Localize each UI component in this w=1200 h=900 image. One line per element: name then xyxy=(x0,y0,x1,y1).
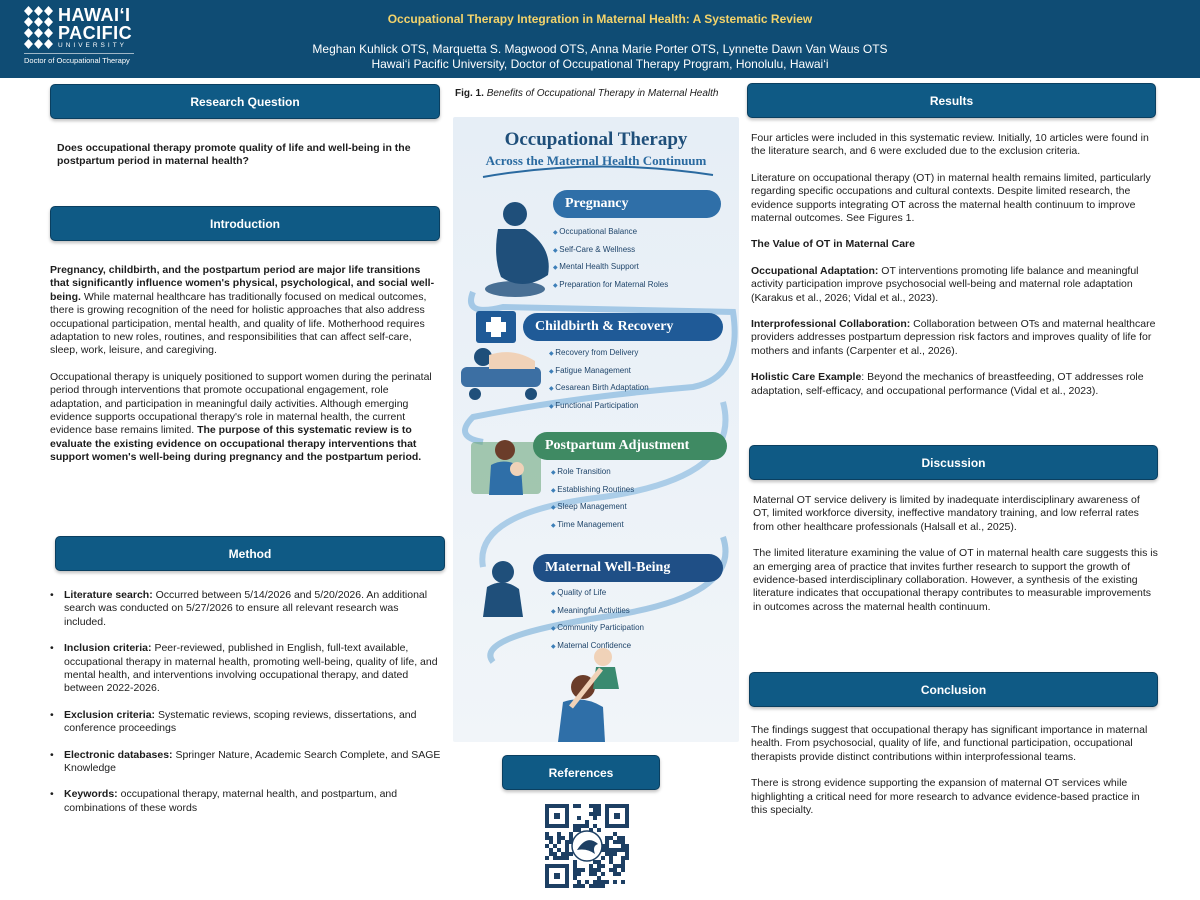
figure-ot-continuum xyxy=(453,117,739,742)
results-item-text: Collaboration between OTs and maternal healthcare providers addresses postpartum depression risk factors and improves quality of life for mothers and infants (Carpenter et al., 2026). xyxy=(751,318,1156,357)
stage-item: ◆ Maternal Confidence xyxy=(551,638,644,656)
results-paragraph-2: Literature on occupational therapy (OT) in maternal health remains limited, particularly regarding specific occupations and cultural contexts. Despite limited research, the evidence supports integrating OT across the maternal health continuum to improve maternal outcomes. See Figures 1. xyxy=(751,171,1151,225)
logo-line-3: UNIVERSITY xyxy=(58,42,128,50)
figure-caption-text: Benefits of Occupational Therapy in Maternal Health xyxy=(486,88,719,99)
method-item-label: Electronic databases: xyxy=(64,748,173,761)
discussion-body xyxy=(753,494,1158,627)
method-item-text: occupational therapy, maternal health, and postpartum, and combinations of these words xyxy=(64,788,398,814)
stage-item: ◆ Preparation for Maternal Roles xyxy=(553,277,668,295)
method-item-label: Literature search: xyxy=(64,589,153,601)
logo-program: Doctor of Occupational Therapy xyxy=(24,53,134,65)
conclusion-header: Conclusion xyxy=(749,672,1158,707)
results-subheading: The Value of OT in Maternal Care xyxy=(751,238,915,251)
method-body xyxy=(50,589,442,828)
method-item-text: Occurred between 5/14/2026 and 5/20/2026. An additional search was conducted on 5/27/2026 to ensure all relevant research was included. xyxy=(64,589,428,628)
results-item-label: Interprofessional Collaboration: xyxy=(751,318,911,331)
results-header: Results xyxy=(747,83,1156,118)
logo-line-1: HAWAI‘I xyxy=(58,5,131,26)
stage-item: ◆ Meaningful Activities xyxy=(551,603,644,621)
stage-item: ◆ Functional Participation xyxy=(549,398,649,416)
stage-wellbeing-label: Maternal Well-Being xyxy=(533,554,723,582)
author-list: Meghan Kuhlick OTS, Marquetta S. Magwood OTS, Anna Marie Porter OTS, Lynnette Dawn Van Waus OTS xyxy=(312,42,888,56)
stage-item: ◆ Role Transition xyxy=(551,464,634,482)
affiliation: Hawai‘i Pacific University, Doctor of Occupational Therapy Program, Honolulu, Hawai‘i xyxy=(371,57,829,71)
results-item-label: Holistic Care Example xyxy=(751,371,862,384)
stage-item: ◆ Quality of Life xyxy=(551,585,644,603)
stage-item: ◆ Establishing Routines xyxy=(551,482,634,500)
figure-title: Occupational Therapy xyxy=(504,129,688,150)
stage-childbirth-label: Childbirth & Recovery xyxy=(523,313,723,341)
stage-wellbeing-items xyxy=(551,585,644,655)
discussion-paragraph-1: Maternal OT service delivery is limited by inadequate interdisciplinary awareness of OT, limited workforce diversity, ineffective mandatory training, and low referral rates from other healthcare professionals (Halsall et al., 2025). xyxy=(753,494,1140,533)
method-item xyxy=(50,642,442,696)
research-question-header: Research Question xyxy=(50,84,440,119)
figure-subtitle: Across the Maternal Health Continuum xyxy=(485,153,707,168)
intro-p1-text: While maternal healthcare has traditionally focused on medical outcomes, there is growing recognition of the need for holistic approaches that also address occupational participation, mental health, and quality of life. Motherhood requires adaptation to new roles, routines, and responsibilities that can affect self-care, sleep, work, leisure, and caregiving. xyxy=(50,290,427,357)
results-item xyxy=(751,318,1156,358)
stage-item: ◆ Time Management xyxy=(551,517,634,535)
poster-authors xyxy=(0,42,1200,72)
introduction-header: Introduction xyxy=(50,206,440,241)
method-item-text: Systematic reviews, scoping reviews, dissertations, and conference proceedings xyxy=(64,708,417,735)
results-item-text: : Beyond the mechanics of breastfeeding, OT addresses role adaptation, self-efficacy, and occupational performance (Vidal et al., 2023). xyxy=(751,371,1144,397)
results-paragraph-1: Four articles were included in this systematic review. Initially, 10 articles were found in the literature search, and 6 were excluded due to the exclusion criteria. xyxy=(751,132,1149,158)
conclusion-body xyxy=(751,724,1156,830)
stage-item: ◆ Fatigue Management xyxy=(549,363,649,381)
method-item-text: Springer Nature, Academic Search Complete, and SAGE Knowledge xyxy=(64,748,441,775)
stage-postpartum-label: Postpartum Adjustment xyxy=(533,432,727,460)
stage-item: ◆ Cesarean Birth Adaptation xyxy=(549,380,649,398)
stage-pregnancy-label: Pregnancy xyxy=(553,190,721,218)
stage-item: ◆ Self-Care & Wellness xyxy=(553,242,668,260)
results-item xyxy=(751,371,1156,398)
introduction-body xyxy=(50,264,440,478)
poster-header xyxy=(0,0,1200,78)
stage-item: ◆ Recovery from Delivery xyxy=(549,345,649,363)
method-item xyxy=(50,709,442,736)
stage-postpartum-items xyxy=(551,464,634,534)
figure-label: Fig. 1 xyxy=(455,88,482,99)
hospital-icon xyxy=(476,311,516,343)
results-items xyxy=(751,265,1156,398)
method-header: Method xyxy=(55,536,445,571)
method-item-text: Peer-reviewed, published in English, full-text available, occupational therapy in maternal health, promoting well-being, quality of life, and mental health, and interventions involving occupational therapy, and dated between 2022-2026. xyxy=(64,642,438,695)
intro-paragraph-1 xyxy=(50,264,440,358)
method-item xyxy=(50,589,442,629)
results-item-text: OT interventions promoting life balance and meaningful activity participation improve psychosocial well-being and maternal role adaptation (Karakus et al., 2026; Vidal et al., 2023). xyxy=(751,264,1139,304)
references-qr-code[interactable] xyxy=(545,804,629,888)
intro-p2-bold: The purpose of this systematic review is to evaluate the existing evidence on occupational therapy interventions that support women's well-being during pregnancy and the postpartum period. xyxy=(50,424,422,464)
method-item-label: Keywords: xyxy=(64,788,118,801)
stage-item: ◆ Mental Health Support xyxy=(553,259,668,277)
results-item-label: Occupational Adaptation: xyxy=(751,264,879,277)
stage-item: ◆ Sleep Management xyxy=(551,499,634,517)
references-header: References xyxy=(502,755,660,790)
results-item xyxy=(751,265,1156,305)
discussion-paragraph-2: The limited literature examining the value of OT in maternal health care suggests this is an emerging area of practice that invites further research to support the growth of evidence-based interdisciplinary collaboration. However, a synthesis of the existing literature indicates that occupational therapy contributes to measurable improvements in outcomes across the maternal health continuum. xyxy=(753,547,1158,613)
results-body xyxy=(751,132,1156,411)
research-question-text: Does occupational therapy promote quality of life and well-being in the postpartum period in maternal health? xyxy=(57,142,411,168)
poster-title: Occupational Therapy Integration in Maternal Health: A Systematic Review xyxy=(387,12,813,26)
stage-item: ◆ Community Participation xyxy=(551,620,644,638)
conclusion-paragraph-1: The findings suggest that occupational therapy has significant importance in maternal health. From psychosocial, quality of life, and functional participation, occupational therapists provide distinct contributions within interprofessional teams. xyxy=(751,724,1148,763)
stage-childbirth-items xyxy=(549,345,649,415)
conclusion-paragraph-2: There is strong evidence supporting the expansion of maternal OT services while highlighting a critical need for more research to advance evidence-based practice in this specialty. xyxy=(751,777,1140,817)
logo-line-2: PACIFIC xyxy=(58,23,133,44)
method-item xyxy=(50,788,442,815)
stage-pregnancy-items xyxy=(553,224,668,294)
intro-paragraph-2 xyxy=(50,371,440,465)
intro-p2-text: Occupational therapy is uniquely positioned to support women during the perinatal period through interventions that promote occupational engagement, role adaptation, and participation in meaningful daily activities. Although emerging evidence supports occupational therapy's role in maternal health, the current evidence base remains limited. xyxy=(50,370,432,437)
method-item-label: Inclusion criteria: xyxy=(64,642,152,655)
intro-p1-bold: Pregnancy, childbirth, and the postpartum period are major life transitions that significantly influence women's physical, psychological, and social well-being. xyxy=(50,264,435,303)
method-list xyxy=(50,589,442,815)
method-item xyxy=(50,749,442,776)
method-item-label: Exclusion criteria: xyxy=(64,708,156,721)
discussion-header: Discussion xyxy=(749,445,1158,480)
stage-item: ◆ Occupational Balance xyxy=(553,224,668,242)
figure-caption: Fig. 1. Benefits of Occupational Therapy in Maternal Health xyxy=(455,88,719,99)
